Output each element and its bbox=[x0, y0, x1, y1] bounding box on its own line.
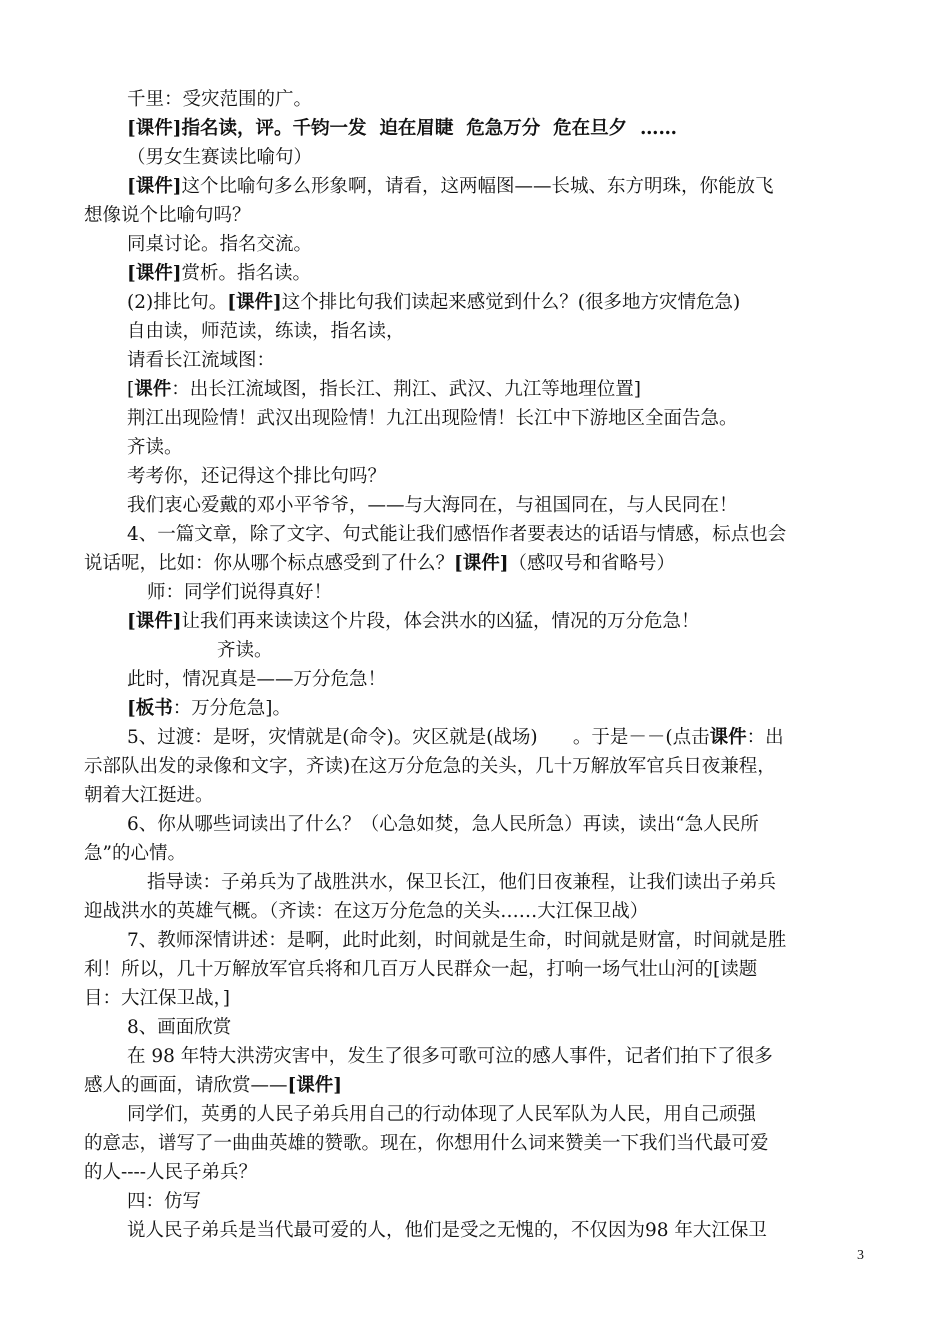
text-line: 考考你，还记得这个排比句吗？ bbox=[127, 466, 387, 487]
text-line: 说人民子弟兵是当代最可爱的人，他们是受之无愧的，不仅因为98 年大江保卫 bbox=[127, 1220, 767, 1241]
text-line: 7、教师深情讲述：是啊，此时此刻，时间就是生命，时间就是财富，时间就是胜 bbox=[127, 930, 787, 951]
page-number: 3 bbox=[857, 1248, 864, 1263]
text-line: [课件]让我们再来读读这个片段，体会洪水的凶猛，情况的万分危急！ bbox=[127, 611, 700, 632]
text-line: 齐读。 bbox=[127, 437, 183, 458]
text-line: [课件]赏析。指名读。 bbox=[127, 263, 312, 284]
text-line: 请看长江流域图： bbox=[127, 350, 276, 371]
text-line: 千里：受灾范围的广。 bbox=[127, 89, 313, 110]
text-line: 齐读。 bbox=[217, 640, 273, 661]
text-line: 四：仿写 bbox=[127, 1191, 202, 1212]
text-line: 自由读，师范读，练读，指名读， bbox=[127, 321, 405, 342]
text-line: 我们衷心爱戴的邓小平爷爷，——与大海同在，与祖国同在，与人民同在！ bbox=[127, 495, 738, 516]
text-line: 6、你从哪些词读出了什么？（心急如焚，急人民所急）再读，读出“急人民所 bbox=[127, 814, 759, 835]
text-line: 说话呢，比如：你从哪个标点感受到了什么？[课件]（感叹号和省略号） bbox=[84, 553, 676, 574]
text-line: 利！所以，几十万解放军官兵将和几百万人民群众一起，打响一场气壮山河的[读题 bbox=[84, 959, 758, 980]
text-line: 迎战洪水的英雄气概。（齐读：在这万分危急的关头……大江保卫战） bbox=[84, 901, 649, 922]
text-line: 想像说个比喻句吗？ bbox=[84, 205, 251, 226]
text-line: 8、画面欣赏 bbox=[127, 1017, 232, 1038]
text-line: 4、一篇文章，除了文字、句式能让我们感悟作者要表达的话语与情感，标点也会 bbox=[127, 524, 787, 545]
text-line: 师：同学们说得真好！ bbox=[147, 582, 333, 603]
text-line: 荆江出现险情！武汉出现险情！九江出现险情！长江中下游地区全面告急。 bbox=[127, 408, 738, 429]
text-line: 同桌讨论。指名交流。 bbox=[127, 234, 313, 255]
text-line: 5、过渡：是呀，灾情就是(命令)。灾区就是(战场) 。于是－－(点击课件：出 bbox=[127, 727, 784, 748]
text-line: 指导读：子弟兵为了战胜洪水，保卫长江，他们日夜兼程，让我们读出子弟兵 bbox=[147, 872, 777, 893]
text-line: 在 98 年特大洪涝灾害中，发生了很多可歌可泣的感人事件，记者们拍下了很多 bbox=[127, 1046, 773, 1067]
text-line: 朝着大江挺进。 bbox=[84, 785, 214, 806]
text-line: 目：大江保卫战，] bbox=[84, 988, 230, 1009]
text-line: 急”的心情。 bbox=[84, 843, 186, 864]
text-line: [课件]这个比喻句多么形象啊，请看，这两幅图——长城、东方明珠，你能放飞 bbox=[127, 176, 774, 197]
text-line: (2)排比句。[课件]这个排比句我们读起来感觉到什么？(很多地方灾情危急) bbox=[127, 292, 741, 313]
text-line: 同学们，英勇的人民子弟兵用自己的行动体现了人民军队为人民，用自己顽强 bbox=[127, 1104, 757, 1125]
text-line: [板书：万分危急]。 bbox=[127, 698, 291, 719]
text-line: 此时，情况真是——万分危急！ bbox=[127, 669, 387, 690]
text-line: 感人的画面，请欣赏——[课件] bbox=[84, 1075, 343, 1096]
text-line: 的意志，谱写了一曲曲英雄的赞歌。现在，你想用什么词来赞美一下我们当代最可爱 bbox=[84, 1133, 769, 1154]
text-line: [课件]指名读，评。千钧一发 迫在眉睫 危急万分 危在旦夕 …… bbox=[127, 118, 678, 139]
text-line: [课件：出长江流域图，指长江、荆江、武汉、九江等地理位置] bbox=[127, 379, 641, 400]
text-line: 的人----人民子弟兵？ bbox=[84, 1162, 258, 1183]
text-line: 示部队出发的录像和文字，齐读)在这万分危急的关头，几十万解放军官兵日夜兼程， bbox=[84, 756, 776, 777]
text-line: （男女生赛读比喻句） bbox=[127, 147, 313, 168]
